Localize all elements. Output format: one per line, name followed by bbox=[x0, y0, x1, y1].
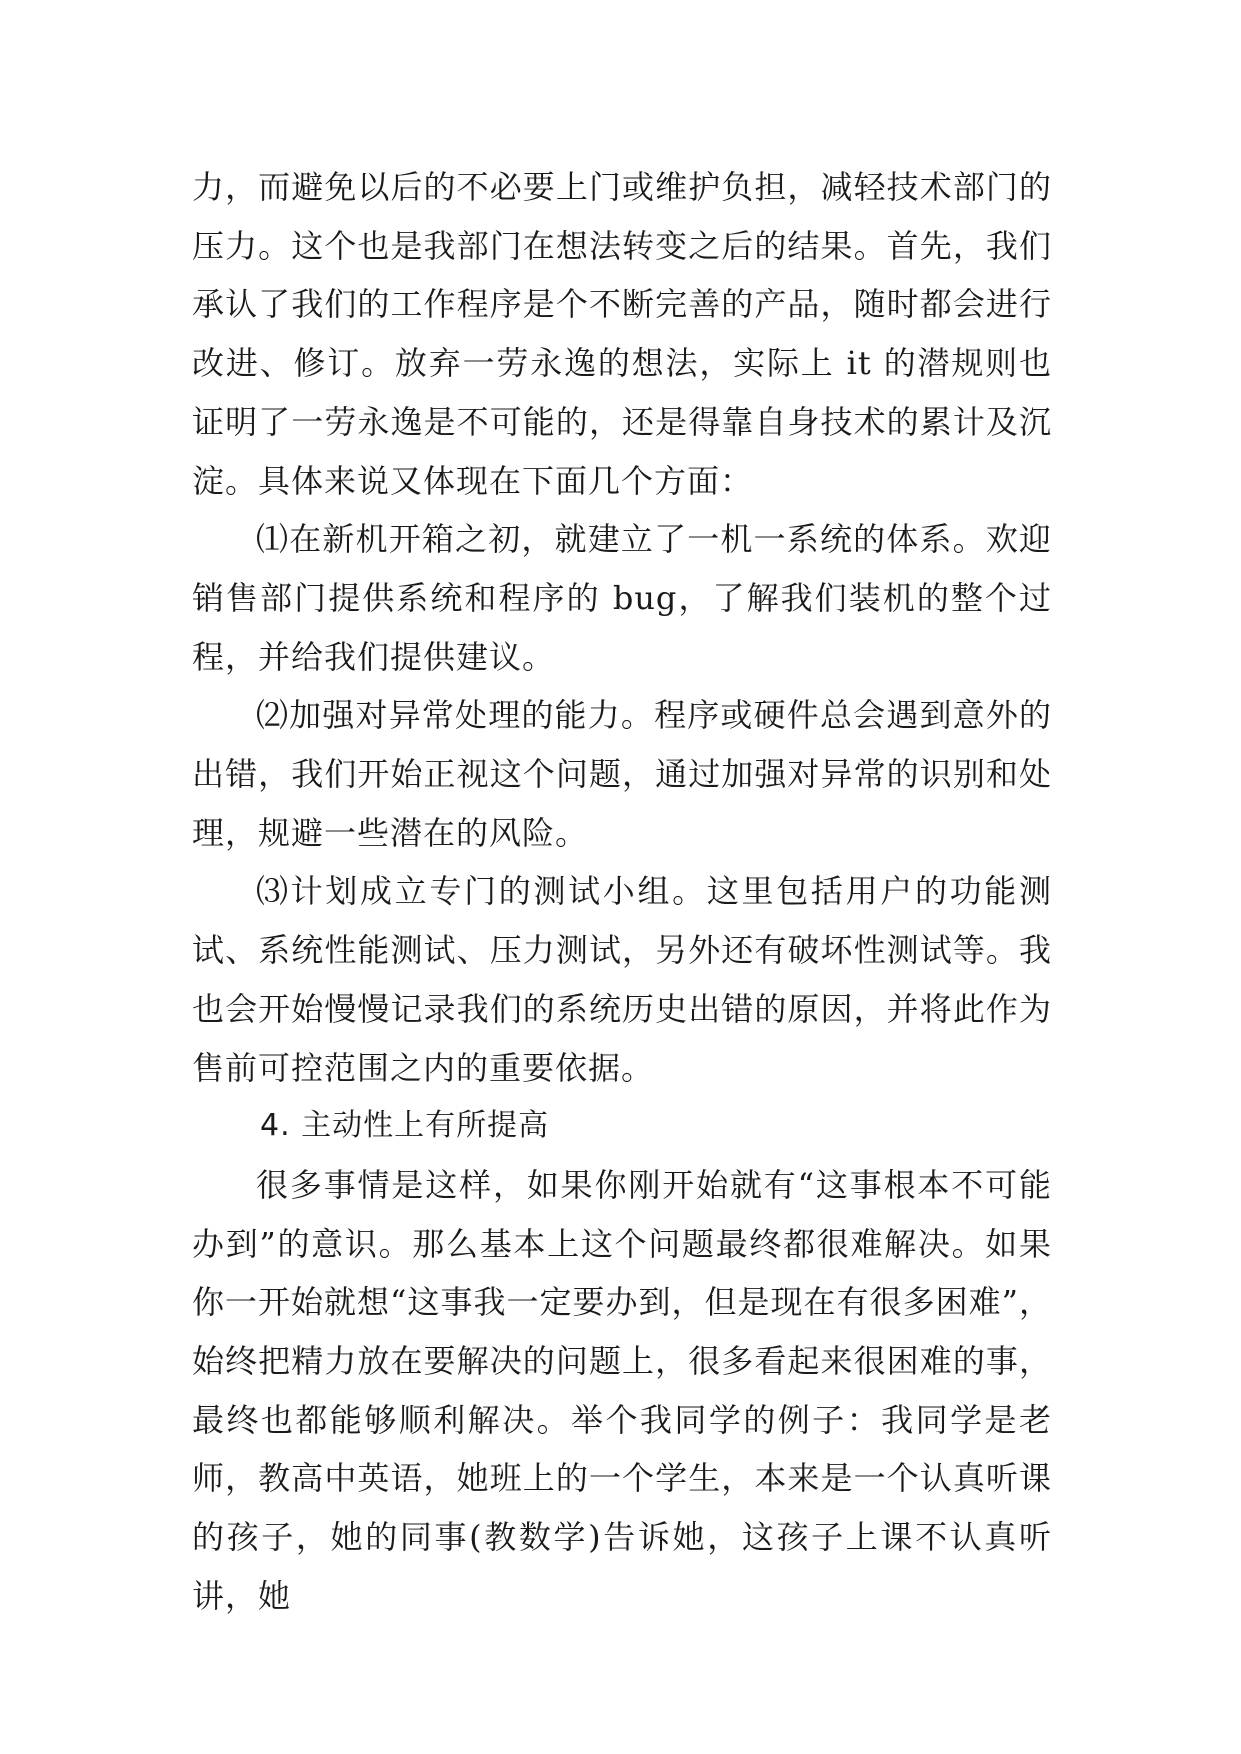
paragraph-3-item-2: ⑵加强对异常处理的能力。程序或硬件总会遇到意外的出错，我们开始正视这个问题，通过加强对异常的识别和处理，规避一些潜在的风险。 bbox=[192, 696, 1052, 852]
paragraph-5: 很多事情是这样，如果你刚开始就有“这事根本不可能办到”的意识。那么基本上这个问题最终都很难解决。如果你一开始就想“这事我一定要办到，但是现在有很多困难”，始终把精力放在要解决的问题上，很多看起来很困难的事，最终也都能够顺利解决。举个我同学的例子：我同学是老师，教高中英语，她班上的一个学生，本来是一个认真听课的孩子，她的同事(教数学)告诉她，这孩子上课不认真听讲，她 bbox=[192, 1165, 1052, 1615]
paragraph-1: 力，而避免以后的不必要上门或维护负担，减轻技术部门的压力。这个也是我部门在想法转变之后的结果。首先，我们承认了我们的工作程序是个不断完善的产品，随时都会进行改进、修订。放弃一劳永逸的想法，实际上 it 的潜规则也证明了一劳永逸是不可能的，还是得靠自身技术的累计及沉淀。具体来说又体现在下面几个方面： bbox=[192, 168, 1052, 500]
paragraph-2-item-1: ⑴在新机开箱之初，就建立了一机一系统的体系。欢迎销售部门提供系统和程序的 bug，了解我们装机的整个过程，并给我们提供建议。 bbox=[192, 520, 1052, 676]
paragraph-4-item-3: ⑶计划成立专门的测试小组。这里包括用户的功能测试、系统性能测试、压力测试，另外还有破坏性测试等。我也会开始慢慢记录我们的系统历史出错的原因，并将此作为售前可控范围之内的重要依据。 bbox=[192, 872, 1052, 1087]
section-heading: 4. 主动性上有所提高 bbox=[260, 1108, 550, 1144]
document-body bbox=[192, 158, 1052, 1626]
